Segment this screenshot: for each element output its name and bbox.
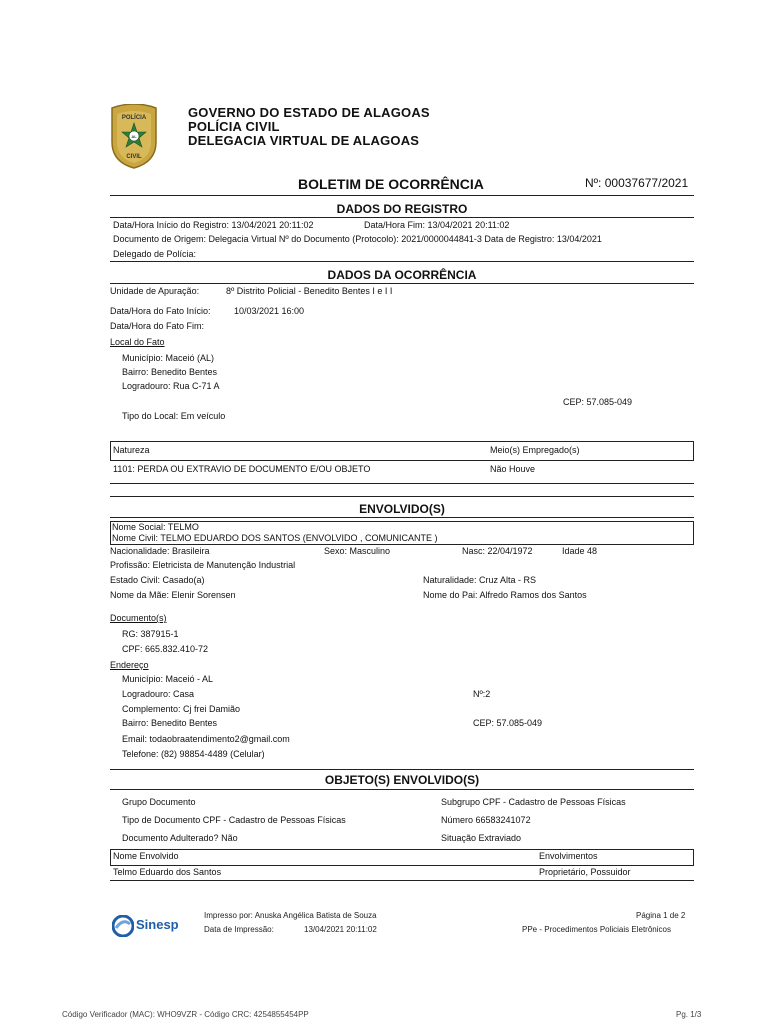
envolvido-table bbox=[110, 849, 694, 866]
envolvidos-top-rule bbox=[110, 496, 694, 497]
badge-center-text: AL bbox=[131, 134, 137, 139]
envolvimentos-value: Proprietário, Possuidor bbox=[539, 867, 631, 877]
cpf: CPF: 665.832.410-72 bbox=[122, 644, 209, 654]
endereco-municipio: Município: Maceió - AL bbox=[122, 674, 214, 684]
endereco-complemento: Complemento: Cj frei Damião bbox=[122, 704, 241, 714]
sinesp-logo bbox=[112, 914, 184, 938]
estado-civil: Estado Civil: Casado(a) bbox=[110, 575, 205, 585]
page-indicator: Pg. 1/3 bbox=[676, 1010, 702, 1019]
badge-bottom-text: CIVIL bbox=[126, 154, 142, 160]
telefone: Telefone: (82) 98854-4489 (Celular) bbox=[122, 749, 265, 759]
title-rule bbox=[110, 195, 694, 196]
impresso-por: Impresso por: Anuska Angélica Batista de Souza bbox=[204, 911, 377, 920]
endereco-bairro: Bairro: Benedito Bentes bbox=[122, 718, 218, 728]
registro-delegado: Delegado de Polícia: bbox=[113, 249, 197, 259]
section-objetos-title: OBJETO(S) ENVOLVIDO(S) bbox=[324, 773, 480, 787]
nome-pai: Nome do Pai: Alfredo Ramos dos Santos bbox=[423, 590, 587, 600]
fato-inicio-label: Data/Hora do Fato Início: bbox=[110, 306, 211, 316]
tipo-local: Tipo do Local: Em veículo bbox=[122, 411, 226, 421]
data-impressao-value: 13/04/2021 20:11:02 bbox=[304, 925, 377, 934]
documentos-label: Documento(s) bbox=[110, 613, 167, 623]
sistema: PPe - Procedimentos Policiais Eletrônicos bbox=[522, 925, 671, 934]
header-policia: POLÍCIA CIVIL bbox=[188, 119, 280, 134]
nome-civil: Nome Civil: TELMO EDUARDO DOS SANTOS (ENVOLVIDO , COMUNICANTE ) bbox=[112, 533, 438, 543]
local-municipio: Município: Maceió (AL) bbox=[122, 353, 215, 363]
section-envolvidos-title: ENVOLVIDO(S) bbox=[359, 502, 445, 516]
objeto-situacao: Situação Extraviado bbox=[441, 833, 522, 843]
sinesp-logo-text: Sinesp bbox=[136, 917, 179, 932]
fato-fim-label: Data/Hora do Fato Fim: bbox=[110, 321, 205, 331]
sexo: Sexo: Masculino bbox=[324, 546, 391, 556]
envolvidos-rule bbox=[110, 517, 694, 518]
local-cep: CEP: 57.085-049 bbox=[563, 397, 633, 407]
police-badge bbox=[108, 104, 160, 170]
endereco-logradouro: Logradouro: Casa bbox=[122, 689, 195, 699]
endereco-cep: CEP: 57.085-049 bbox=[473, 718, 543, 728]
email: Email: todaobraatendimento2@gmail.com bbox=[122, 734, 290, 744]
natureza-header: Natureza bbox=[113, 445, 150, 455]
objeto-numero: Número 66583241072 bbox=[441, 815, 531, 825]
natureza-table bbox=[110, 441, 694, 461]
registro-origem: Documento de Origem: Delegacia Virtual Nº do Documento (Protocolo): 2021/0000044841-3 Data de Registro: 13/04/2021 bbox=[113, 234, 602, 244]
nome-mae: Nome da Mãe: Elenir Sorensen bbox=[110, 590, 236, 600]
meios-value: Não Houve bbox=[490, 464, 536, 474]
local-logradouro: Logradouro: Rua C-71 A bbox=[122, 381, 220, 391]
section-registro-title: DADOS DO REGISTRO bbox=[336, 202, 468, 216]
registro-bottom-rule bbox=[110, 261, 694, 262]
naturalidade: Naturalidade: Cruz Alta - RS bbox=[423, 575, 537, 585]
local-fato-label: Local do Fato bbox=[110, 337, 165, 347]
nascimento: Nasc: 22/04/1972 bbox=[462, 546, 533, 556]
objetos-bottom-rule bbox=[110, 880, 694, 881]
objeto-grupo: Grupo Documento bbox=[122, 797, 196, 807]
section-ocorrencia-title: DADOS DA OCORRÊNCIA bbox=[327, 268, 477, 282]
endereco-label: Endereço bbox=[110, 660, 149, 670]
header-government: GOVERNO DO ESTADO DE ALAGOAS bbox=[188, 105, 430, 120]
registro-rule bbox=[110, 217, 694, 218]
sinesp-logo-icon bbox=[112, 915, 134, 937]
registro-inicio: Data/Hora Início do Registro: 13/04/2021 20:11:02 bbox=[113, 220, 314, 230]
envolvimentos-header: Envolvimentos bbox=[539, 851, 598, 861]
endereco-numero: Nº:2 bbox=[473, 689, 491, 699]
objeto-adulterado: Documento Adulterado? Não bbox=[122, 833, 238, 843]
header-delegacia: DELEGACIA VIRTUAL DE ALAGOAS bbox=[188, 133, 420, 148]
nome-envolvido-header: Nome Envolvido bbox=[113, 851, 179, 861]
unidade-value: 8º Distrito Policial - Benedito Bentes I e I I bbox=[226, 286, 393, 296]
idade: Idade 48 bbox=[562, 546, 598, 556]
profissao: Profissão: Eletricista de Manutenção Industrial bbox=[110, 560, 296, 570]
nacionalidade: Nacionalidade: Brasileira bbox=[110, 546, 210, 556]
codigo-verificador: Código Verificador (MAC): WHO9VZR - Código CRC: 4254855454PP bbox=[62, 1010, 309, 1019]
rg: RG: 387915-1 bbox=[122, 629, 179, 639]
unidade-label: Unidade de Apuração: bbox=[110, 286, 200, 296]
nome-social: Nome Social: TELMO bbox=[112, 522, 199, 532]
nome-envolvido-value: Telmo Eduardo dos Santos bbox=[113, 867, 222, 877]
ocorrencia-rule bbox=[110, 283, 694, 284]
objetos-rule bbox=[110, 789, 694, 790]
meios-header: Meio(s) Empregado(s) bbox=[490, 445, 580, 455]
data-impressao-label: Data de Impressão: bbox=[204, 925, 274, 934]
objeto-subgrupo: Subgrupo CPF - Cadastro de Pessoas Físicas bbox=[441, 797, 626, 807]
ocorrencia-bottom-rule bbox=[110, 483, 694, 484]
document-title: BOLETIM DE OCORRÊNCIA bbox=[298, 176, 484, 192]
registro-fim: Data/Hora Fim: 13/04/2021 20:11:02 bbox=[364, 220, 510, 230]
police-badge-icon bbox=[108, 104, 160, 170]
fato-inicio-value: 10/03/2021 16:00 bbox=[234, 306, 305, 316]
local-bairro: Bairro: Benedito Bentes bbox=[122, 367, 218, 377]
objeto-tipo: Tipo de Documento CPF - Cadastro de Pessoas Físicas bbox=[122, 815, 346, 825]
document-number: Nº: 00037677/2021 bbox=[585, 176, 689, 190]
natureza-value: 1101: PERDA OU EXTRAVIO DE DOCUMENTO E/OU OBJETO bbox=[113, 464, 371, 474]
objetos-top-rule bbox=[110, 769, 694, 770]
pagina: Página 1 de 2 bbox=[636, 911, 686, 920]
badge-top-text: POLÍCIA bbox=[121, 115, 147, 121]
